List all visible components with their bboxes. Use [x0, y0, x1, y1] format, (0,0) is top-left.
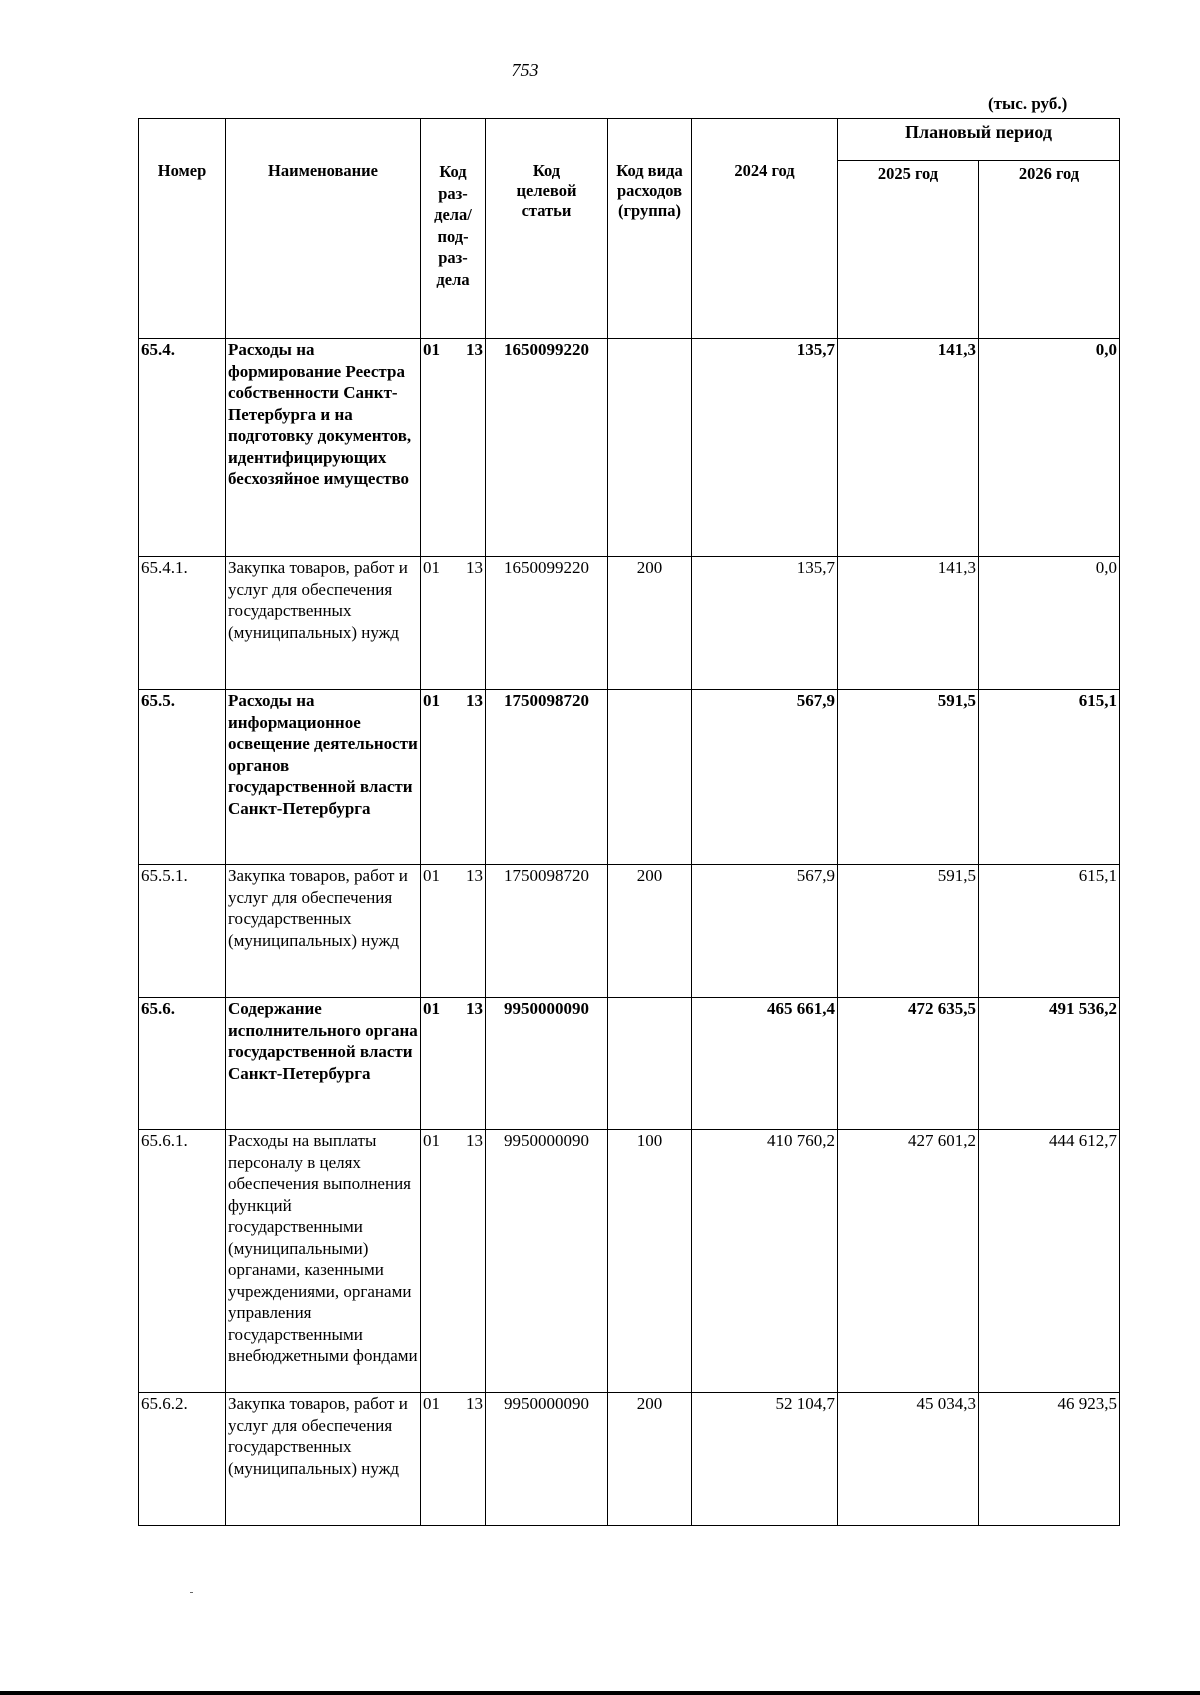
row-amount-2024: 465 661,4: [692, 998, 838, 1130]
row-target-code: 9950000090: [486, 1393, 608, 1526]
row-name: Расходы на формирование Реестра собственности Санкт-Петербурга и на подготовку документов, идентифицирующих бесхозяйное имущество: [226, 339, 421, 557]
table-row: [139, 339, 1120, 557]
units-label: (тыс. руб.): [988, 94, 1068, 113]
subsection-code: 13: [466, 999, 483, 1018]
row-target-code: 1750098720: [486, 690, 608, 865]
row-name: Закупка товаров, работ и услуг для обеспечения государственных (муниципальных) нужд: [226, 1393, 421, 1526]
row-section-code: [421, 998, 486, 1130]
row-amount-2025: 591,5: [838, 865, 979, 998]
table-row: [139, 1130, 1120, 1393]
subsection-code: 13: [466, 691, 483, 710]
header-target: Код целевой статьи: [486, 119, 608, 339]
subsection-code: 13: [466, 1394, 483, 1413]
scan-bottom-edge: [0, 1691, 1200, 1695]
header-number: Номер: [139, 119, 226, 339]
row-amount-2024: 567,9: [692, 690, 838, 865]
row-amount-2025: 141,3: [838, 557, 979, 690]
row-name: Расходы на выплаты персоналу в целях обеспечения выполнения функций государственными (муниципальными) органами, казенными учреждениями, органами управления государственными внебюджетными фондами: [226, 1130, 421, 1393]
row-amount-2025: 45 034,3: [838, 1393, 979, 1526]
header-2025: 2025 год: [838, 161, 979, 339]
row-amount-2024: 135,7: [692, 339, 838, 557]
header-section: Код раз-дела/ под-раз-дела: [421, 119, 486, 339]
section-code: 01: [423, 1131, 440, 1150]
budget-table: [138, 118, 1120, 1526]
header-name: Наименование: [226, 119, 421, 339]
row-name: Закупка товаров, работ и услуг для обеспечения государственных (муниципальных) нужд: [226, 865, 421, 998]
row-kind-code: 200: [608, 865, 692, 998]
subsection-code: 13: [466, 340, 483, 359]
row-section-code: [421, 865, 486, 998]
row-section-code: [421, 557, 486, 690]
row-amount-2025: 472 635,5: [838, 998, 979, 1130]
row-kind-code: [608, 998, 692, 1130]
section-code: 01: [423, 691, 440, 710]
row-kind-code: 100: [608, 1130, 692, 1393]
header-planned-period: Плановый период: [838, 119, 1120, 161]
row-amount-2026: 444 612,7: [979, 1130, 1120, 1393]
row-amount-2026: 46 923,5: [979, 1393, 1120, 1526]
row-section-code: [421, 339, 486, 557]
row-amount-2025: 141,3: [838, 339, 979, 557]
row-amount-2026: 615,1: [979, 865, 1120, 998]
header-2024: 2024 год: [692, 119, 838, 339]
row-number: 65.5.: [139, 690, 226, 865]
row-kind-code: 200: [608, 557, 692, 690]
row-number: 65.5.1.: [139, 865, 226, 998]
row-target-code: 1650099220: [486, 339, 608, 557]
row-amount-2026: 0,0: [979, 557, 1120, 690]
row-kind-code: 200: [608, 1393, 692, 1526]
row-amount-2024: 52 104,7: [692, 1393, 838, 1526]
row-section-code: [421, 690, 486, 865]
row-name: Содержание исполнительного органа государственной власти Санкт-Петербурга: [226, 998, 421, 1130]
subsection-code: 13: [466, 558, 483, 577]
table-row: [139, 557, 1120, 690]
section-code: 01: [423, 340, 440, 359]
header-2026: 2026 год: [979, 161, 1120, 339]
subsection-code: 13: [466, 866, 483, 885]
row-target-code: 9950000090: [486, 1130, 608, 1393]
header-kind: Код вида расходов (группа): [608, 119, 692, 339]
row-number: 65.4.: [139, 339, 226, 557]
row-amount-2026: 615,1: [979, 690, 1120, 865]
row-kind-code: [608, 690, 692, 865]
page-number: 753: [511, 60, 539, 80]
row-target-code: 1650099220: [486, 557, 608, 690]
table-row: [139, 1393, 1120, 1526]
row-section-code: [421, 1130, 486, 1393]
section-code: 01: [423, 999, 440, 1018]
row-name: Расходы на информационное освещение деятельности органов государственной власти Санкт-Петербурга: [226, 690, 421, 865]
row-amount-2026: 491 536,2: [979, 998, 1120, 1130]
row-number: 65.6.: [139, 998, 226, 1130]
table-row: [139, 690, 1120, 865]
row-amount-2024: 135,7: [692, 557, 838, 690]
row-name: Закупка товаров, работ и услуг для обеспечения государственных (муниципальных) нужд: [226, 557, 421, 690]
subsection-code: 13: [466, 1131, 483, 1150]
table-row: [139, 865, 1120, 998]
header-row-top: [139, 119, 1120, 161]
row-number: 65.4.1.: [139, 557, 226, 690]
scan-speck: [190, 1592, 193, 1593]
row-amount-2024: 567,9: [692, 865, 838, 998]
section-code: 01: [423, 866, 440, 885]
row-target-code: 9950000090: [486, 998, 608, 1130]
row-amount-2026: 0,0: [979, 339, 1120, 557]
row-amount-2025: 427 601,2: [838, 1130, 979, 1393]
section-code: 01: [423, 1394, 440, 1413]
row-number: 65.6.1.: [139, 1130, 226, 1393]
table-row: [139, 998, 1120, 1130]
row-number: 65.6.2.: [139, 1393, 226, 1526]
row-kind-code: [608, 339, 692, 557]
section-code: 01: [423, 558, 440, 577]
table-body: [139, 339, 1120, 1526]
row-section-code: [421, 1393, 486, 1526]
row-amount-2024: 410 760,2: [692, 1130, 838, 1393]
row-target-code: 1750098720: [486, 865, 608, 998]
row-amount-2025: 591,5: [838, 690, 979, 865]
